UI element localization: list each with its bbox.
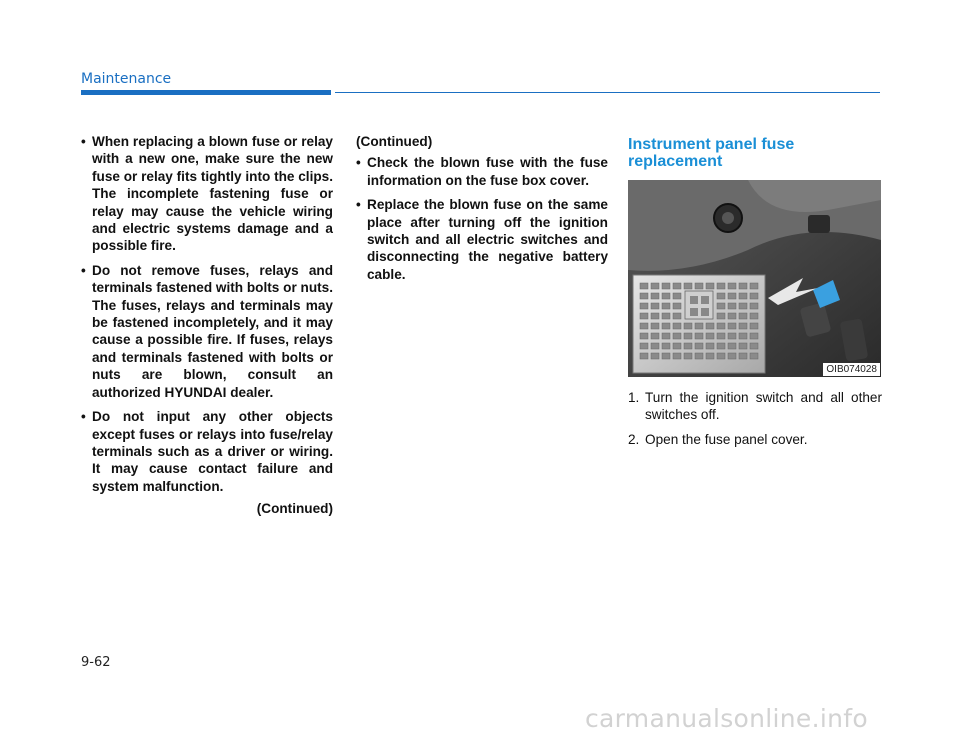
step-item bbox=[628, 431, 882, 448]
section-heading: Instrument panel fuse replacement bbox=[628, 136, 795, 170]
list-item: • Replace the blown fuse on the same place after turning off the ignition switch and all electric switches and disconnecting the negative battery cable. bbox=[356, 197, 608, 282]
caution-list-1 bbox=[81, 133, 333, 495]
column-1 bbox=[81, 133, 333, 518]
step-number: 2. bbox=[628, 431, 640, 447]
continued-label: (Continued) bbox=[256, 501, 333, 517]
list-item: • Do not remove fuses, relays and terminals fastened with bolts or nuts. The fuses, relays and terminals may be fastened incompletely, and it may cause a possible fire. If fuses, relays and terminals fastened with bolts or nuts are blown, consult an authorized HYUNDAI dealer. bbox=[81, 262, 333, 400]
column-2 bbox=[356, 133, 608, 290]
bullet-icon: • bbox=[81, 134, 86, 149]
bullet-icon: • bbox=[356, 155, 361, 171]
instruction-steps bbox=[628, 389, 882, 448]
header-rule-thin bbox=[335, 92, 880, 93]
image-code-label: OIB074028 bbox=[823, 363, 880, 376]
page-number: 9-62 bbox=[81, 655, 111, 670]
continued-label: (Continued) bbox=[356, 134, 433, 149]
fuse-panel-illustration bbox=[628, 180, 881, 377]
step-number: 1. bbox=[628, 390, 640, 405]
bullet-icon: • bbox=[356, 197, 361, 213]
column-3 bbox=[628, 136, 882, 455]
list-item: • When replacing a blown fuse or relay with a new one, make sure the new fuse or relay fits tightly into the clips. The incomplete fastening fuse or relay may cause the vehicle wiring and electric systems damage and a possible fire. bbox=[81, 134, 333, 254]
step-text: Turn the ignition switch and all other switches off. bbox=[645, 390, 882, 423]
header-rule-thick bbox=[81, 90, 331, 95]
caution-list-2 bbox=[356, 154, 608, 283]
step-item bbox=[628, 389, 882, 424]
list-item: • Check the blown fuse with the fuse information on the fuse box cover. bbox=[356, 155, 608, 188]
bullet-icon: • bbox=[81, 409, 86, 425]
bullet-icon: • bbox=[81, 262, 86, 278]
watermark: carmanualsonline.info bbox=[585, 704, 868, 733]
section-label: Maintenance bbox=[81, 71, 172, 87]
fuse-panel-photo bbox=[628, 180, 881, 377]
list-item: • Do not input any other objects except fuses or relays into fuse/relay terminals such as a driver or wiring. It may cause contact failure and system malfunction. bbox=[81, 409, 333, 494]
step-text: Open the fuse panel cover. bbox=[645, 431, 808, 447]
